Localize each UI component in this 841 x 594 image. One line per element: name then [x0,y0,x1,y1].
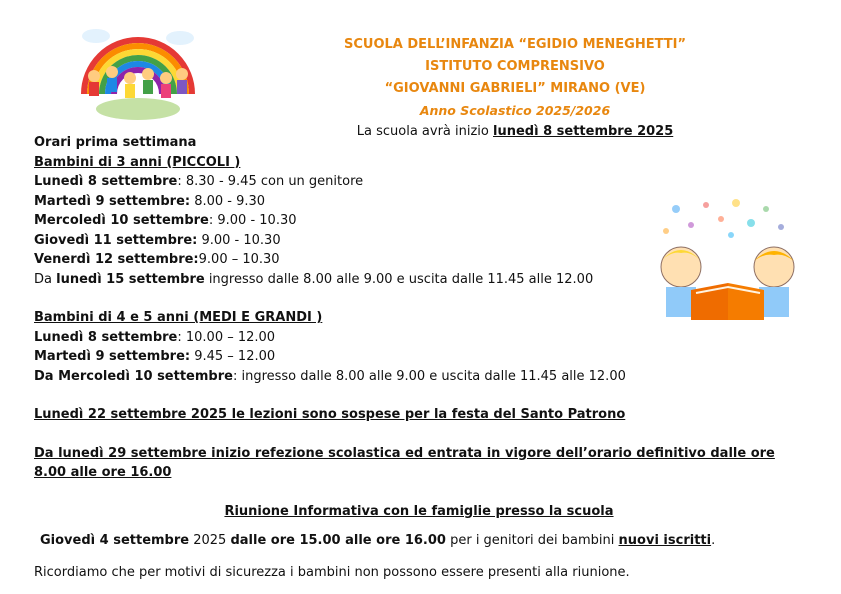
schedule-row [34,270,804,290]
meeting-year: 2025 [189,533,231,548]
canteen-notice [34,444,799,483]
schedule-row [34,172,804,192]
meeting-title [34,502,804,522]
schedule-row [34,231,804,251]
school-name: SCUOLA DELL’INFANZIA “EGIDIO MENEGHETTI” [343,37,687,52]
section-title [34,133,804,153]
schedule-time: 9.45 – 12.00 [190,349,276,364]
schedule-row [34,367,804,387]
group1-heading [34,153,804,173]
school-year: Anno Scolastico 2025/2026 [419,103,611,118]
holiday-notice [34,405,804,425]
meeting-new-students: nuovi iscritti [618,533,712,548]
schedule-time: 9.00 – 10.30 [198,252,280,267]
meeting-reminder: Ricordiamo che per motivi di sicurezza i bambini non possono essere presenti alla riunione. [34,564,630,580]
institute-label: ISTITUTO COMPRENSIVO [425,59,605,74]
schedule-row [34,192,804,212]
schedule-day: Venerdì 12 settembre: [34,252,199,267]
from-text: ingresso dalle 8.00 alle 9.00 e uscita dalle 11.45 alle 12.00 [204,271,594,287]
from-day: lunedì 15 settembre [56,271,205,287]
schedule-row [34,347,804,367]
schedule-time: : 8.30 - 9.45 con un genitore [177,174,364,189]
start-prefix: La scuola avrà inizio [356,124,494,139]
schedule-time: 8.00 - 9.30 [190,193,266,209]
institute-name: “GIOVANNI GABRIELI” MIRANO (VE) [384,81,646,96]
meeting-details [34,531,804,551]
schedule-time: : ingresso dalle 8.00 alle 9.00 e uscita dalle 11.45 alle 12.00 [232,368,626,384]
canteen-notice-text: Da lunedì 29 settembre inizio refezione scolastica ed entrata in vigore dell’orario definitivo dalle ore 8.00 alle ore 16.00 [34,445,775,480]
schedule-time: : 9.00 - 10.30 [208,213,297,228]
group2-heading [34,308,804,328]
group2-heading-text: Bambini di 4 e 5 anni (MEDI E GRANDI ) [34,310,323,325]
first-week-title: Orari prima settimana [34,135,197,150]
schedule-day: Lunedì 8 settembre [34,174,178,189]
document-header [300,34,730,142]
schedule-day: Martedì 9 settembre: [34,193,191,209]
schedule-day: Martedì 9 settembre: [34,349,191,364]
from-prefix: Da [34,271,57,287]
schedule-row [34,211,804,231]
start-date: lunedì 8 settembre 2025 [493,124,674,139]
meeting-day: Giovedì 4 settembre [40,533,190,548]
meeting-end: . [711,533,716,548]
schedule-day: Da Mercoledì 10 settembre [34,368,233,384]
schedule-row [34,328,804,348]
meeting-title-text: Riunione Informativa con le famiglie presso la scuola [224,503,614,519]
document-body [34,133,804,582]
meeting-for-text: per i genitori dei bambini [445,533,619,548]
schedule-day: Lunedì 8 settembre [34,329,178,345]
schedule-day: Mercoledì 10 settembre [34,213,209,228]
schedule-time: : 10.00 – 12.00 [177,329,276,345]
group1-heading-text: Bambini di 3 anni (PICCOLI ) [34,154,241,170]
holiday-notice-text: Lunedì 22 settembre 2025 le lezioni sono sospese per la festa del Santo Patrono [34,407,626,422]
schedule-day: Giovedì 11 settembre: [34,232,198,248]
schedule-row [34,250,804,270]
schedule-time: 9.00 - 10.30 [197,232,281,248]
meeting-hours: dalle ore 15.00 alle ore 16.00 [230,533,446,548]
rainbow-children-illustration [76,14,200,120]
